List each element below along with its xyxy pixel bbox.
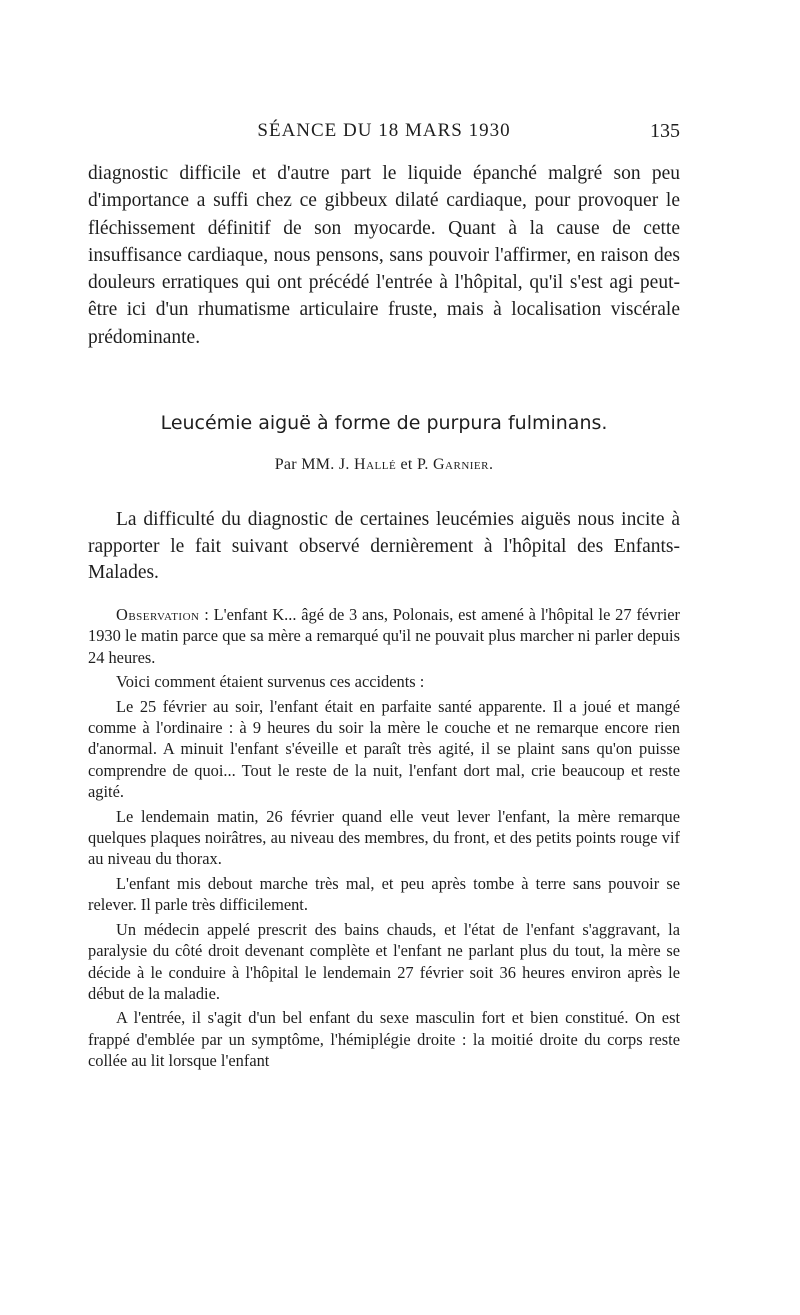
authors-suffix: . <box>488 456 494 473</box>
observation-paragraph-6: Un médecin appelé prescrit des bains chauds, et l'état de l'enfant s'aggravant, la paralysie du côté droit devenant complète et l'enfant ne parlant plus du tout, la mère se décide à le conduire à l'hôpital le lendemain 27 février soit 36 heures environ après le début de la maladie. <box>88 919 680 1003</box>
article-intro: La difficulté du diagnostic de certaines leucémies aiguës nous incite à rapporter le fait suivant observé dernièrement à l'hôpital des Enfants-Malades. <box>88 509 680 583</box>
page-header <box>88 118 680 148</box>
page-number: 135 <box>650 120 680 142</box>
observation-section <box>88 604 680 1072</box>
author-garnier: Garnier <box>432 456 489 473</box>
continued-paragraph: diagnostic difficile et d'autre part le liquide épanché malgré son peu d'importance a suffi chez ce gibbeux dilaté cardiaque, pour provoquer le fléchissement définitif de son myocarde. Quant à la cause de cette insuffisance cardiaque, nous pensons, sans pouvoir l'affirmer, en raison des douleurs erratiques qui ont précédé l'entrée à l'hôpital, qu'il s'est agi peut-être ici d'un rhumatisme articulaire fruste, mais à localisation viscérale prédominante. <box>88 163 680 348</box>
authors-mid: et P. <box>400 456 429 473</box>
observation-label: Observation <box>116 605 200 624</box>
observation-paragraph-3: Le 25 février au soir, l'enfant était en parfaite santé apparente. Il a joué et mangé comme à l'ordinaire : à 9 heures du soir la mère le couche et ne remarque encore rien d'anormal. A minuit l'enfant s'éveille et paraît très agité, il se plaint sans qu'on puisse comprendre de quoi... Tout le reste de la nuit, l'enfant dort mal, crie beaucoup et reste agité. <box>88 696 680 802</box>
observation-paragraph-5: L'enfant mis debout marche très mal, et peu après tombe à terre sans pouvoir se relever. Il parle très difficilement. <box>88 873 680 915</box>
article-title: Leucémie aiguë à forme de purpura fulminans. <box>160 412 608 434</box>
observation-paragraph-4: Le lendemain matin, 26 février quand elle veut lever l'enfant, la mère remarque quelques plaques noirâtres, au niveau des membres, du front, et des petits points rouge vif au niveau du thorax. <box>88 806 680 869</box>
observation-paragraph-2: Voici comment étaient survenus ces accidents : <box>116 672 425 692</box>
authors-prefix: Par MM. J. <box>274 456 350 473</box>
running-head: SÉANCE DU 18 MARS 1930 <box>257 120 511 141</box>
article-authors <box>88 456 680 474</box>
observation-p1-text: : L'enfant K... âgé de 3 ans, Polonais, est amené à l'hôpital le 27 février 1930 le matin parce que sa mère a remarqué qu'il ne pouvait plus marcher ni parler depuis 24 heures. <box>88 605 680 667</box>
observation-paragraph-1 <box>88 604 680 668</box>
observation-paragraph-7: A l'entrée, il s'agit d'un bel enfant du sexe masculin fort et bien constitué. On est frappé d'emblée par un symptôme, l'hémiplégie droite : la moitié droite du corps reste collée au lit lorsque l'enfant <box>88 1008 680 1071</box>
author-halle: Hallé <box>354 456 397 473</box>
